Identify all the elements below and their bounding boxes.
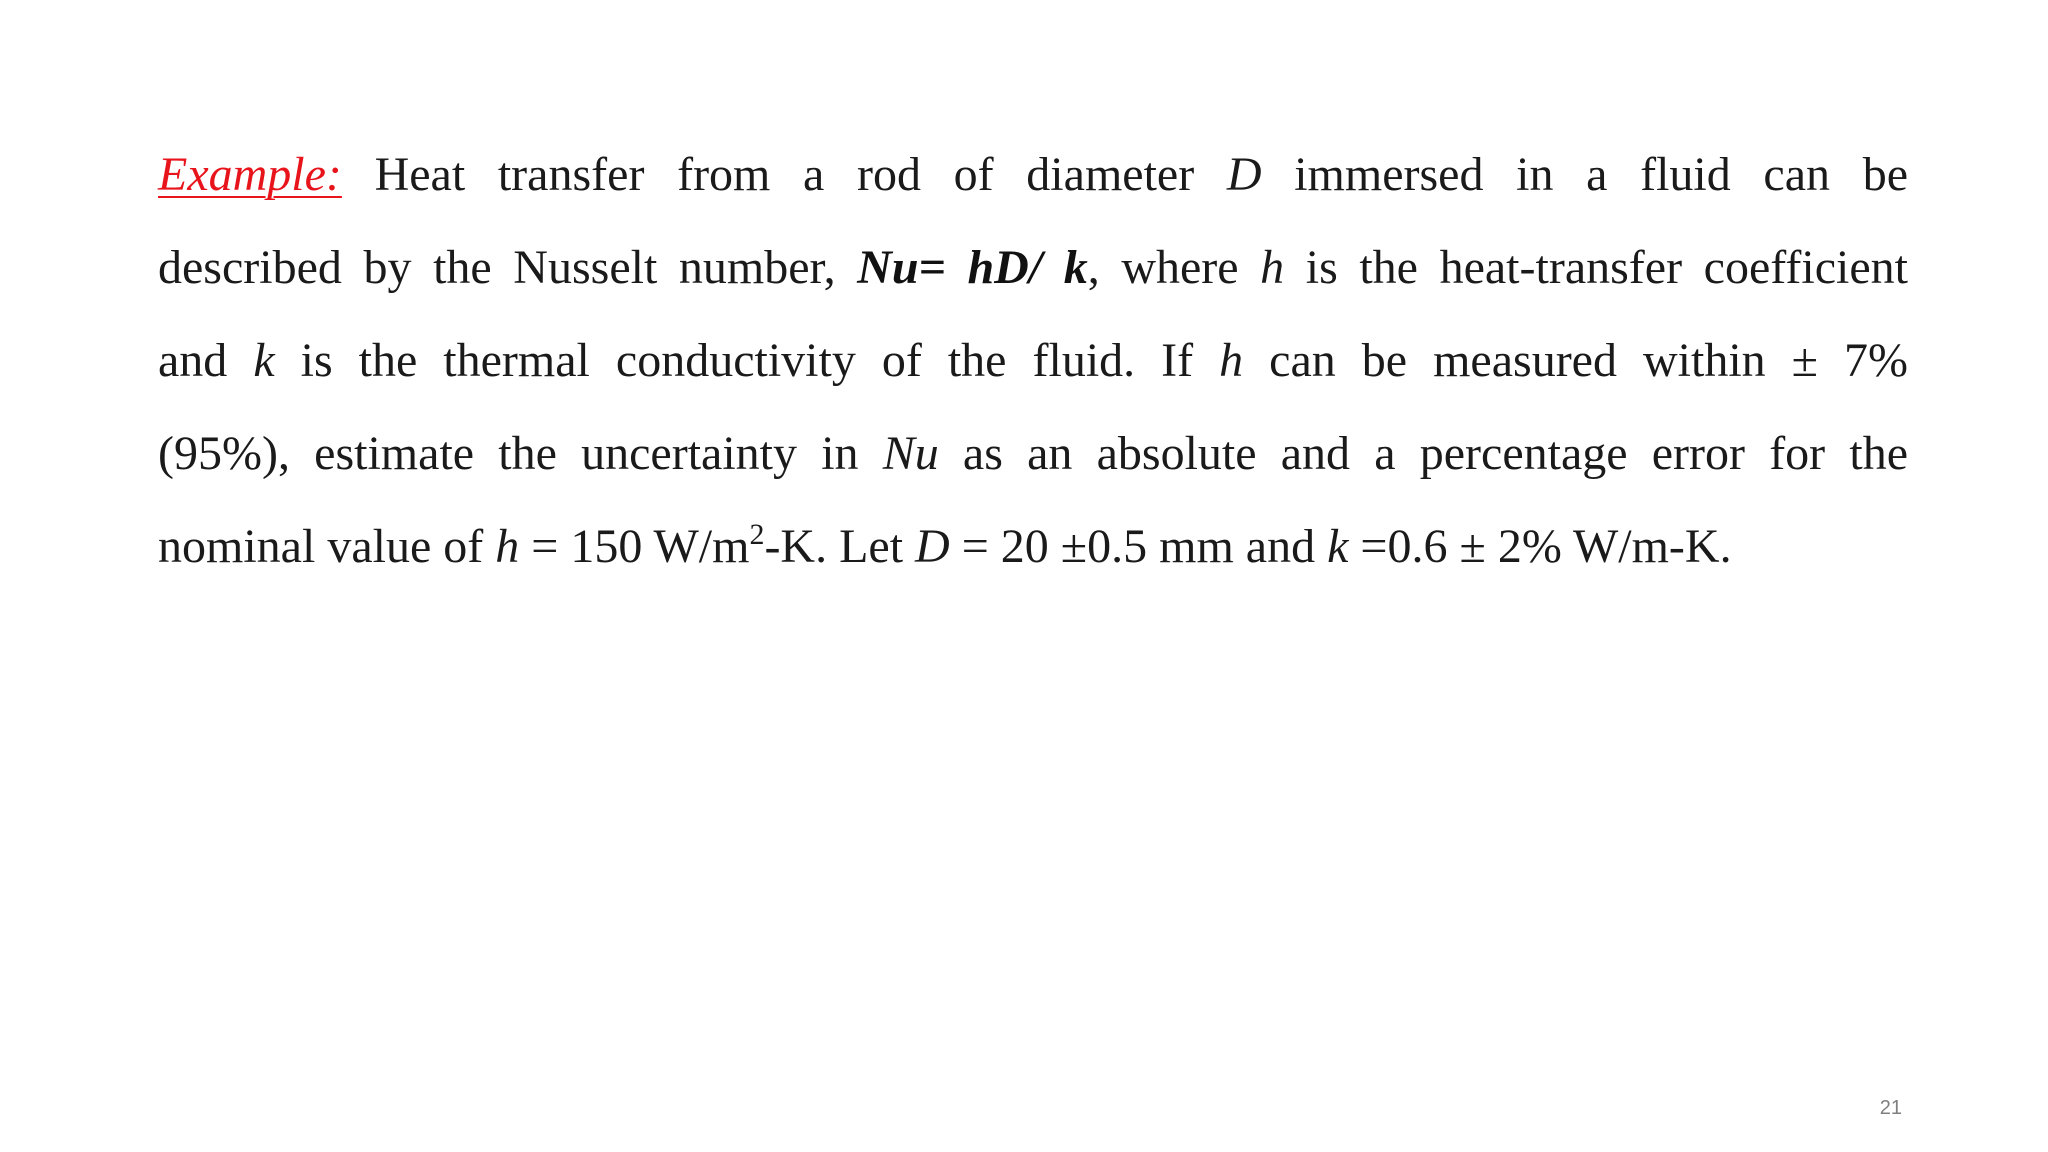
paragraph-line-1	[158, 128, 1908, 221]
text-run: is the thermal conductivity of the fluid. If	[274, 334, 1220, 387]
nusselt-formula: Nu= hD/ k	[857, 241, 1088, 294]
text-run: can be measured within ± 7%	[1243, 334, 1908, 387]
variable-Nu: Nu	[882, 427, 939, 480]
paragraph-line-4	[158, 407, 1908, 500]
example-paragraph	[158, 128, 1908, 593]
text-run: = 20 ±0.5 mm and	[949, 520, 1328, 573]
text-run: and	[158, 334, 254, 387]
variable-h: h	[1260, 241, 1285, 294]
text-run: , where	[1087, 241, 1261, 294]
text-run: Heat transfer from a rod of diameter	[341, 148, 1227, 201]
variable-h: h	[495, 520, 520, 573]
text-run: described by the Nusselt number,	[158, 241, 858, 294]
paragraph-line-3	[158, 314, 1908, 407]
variable-h: h	[1219, 334, 1244, 387]
paragraph-line-5	[158, 500, 1908, 593]
text-run: = 150 W/m	[519, 520, 750, 573]
text-run: is the heat-transfer coefficient	[1284, 241, 1908, 294]
variable-k: k	[253, 334, 275, 387]
text-run: nominal value of	[158, 520, 496, 573]
text-run: -K. Let	[764, 520, 916, 573]
paragraph-line-2	[158, 221, 1908, 314]
text-run: as an absolute and a percentage error for the	[938, 427, 1908, 480]
text-run: =0.6 ± 2% W/m-K.	[1348, 520, 1732, 573]
page-number: 21	[1879, 1097, 1902, 1119]
example-label: Example:	[158, 148, 342, 201]
text-run: (95%), estimate the uncertainty in	[158, 427, 883, 480]
superscript-2: 2	[749, 518, 765, 551]
text-run: immersed in a fluid can be	[1261, 148, 1908, 201]
variable-D: D	[1226, 148, 1262, 201]
variable-k: k	[1327, 520, 1349, 573]
variable-D: D	[915, 520, 950, 573]
